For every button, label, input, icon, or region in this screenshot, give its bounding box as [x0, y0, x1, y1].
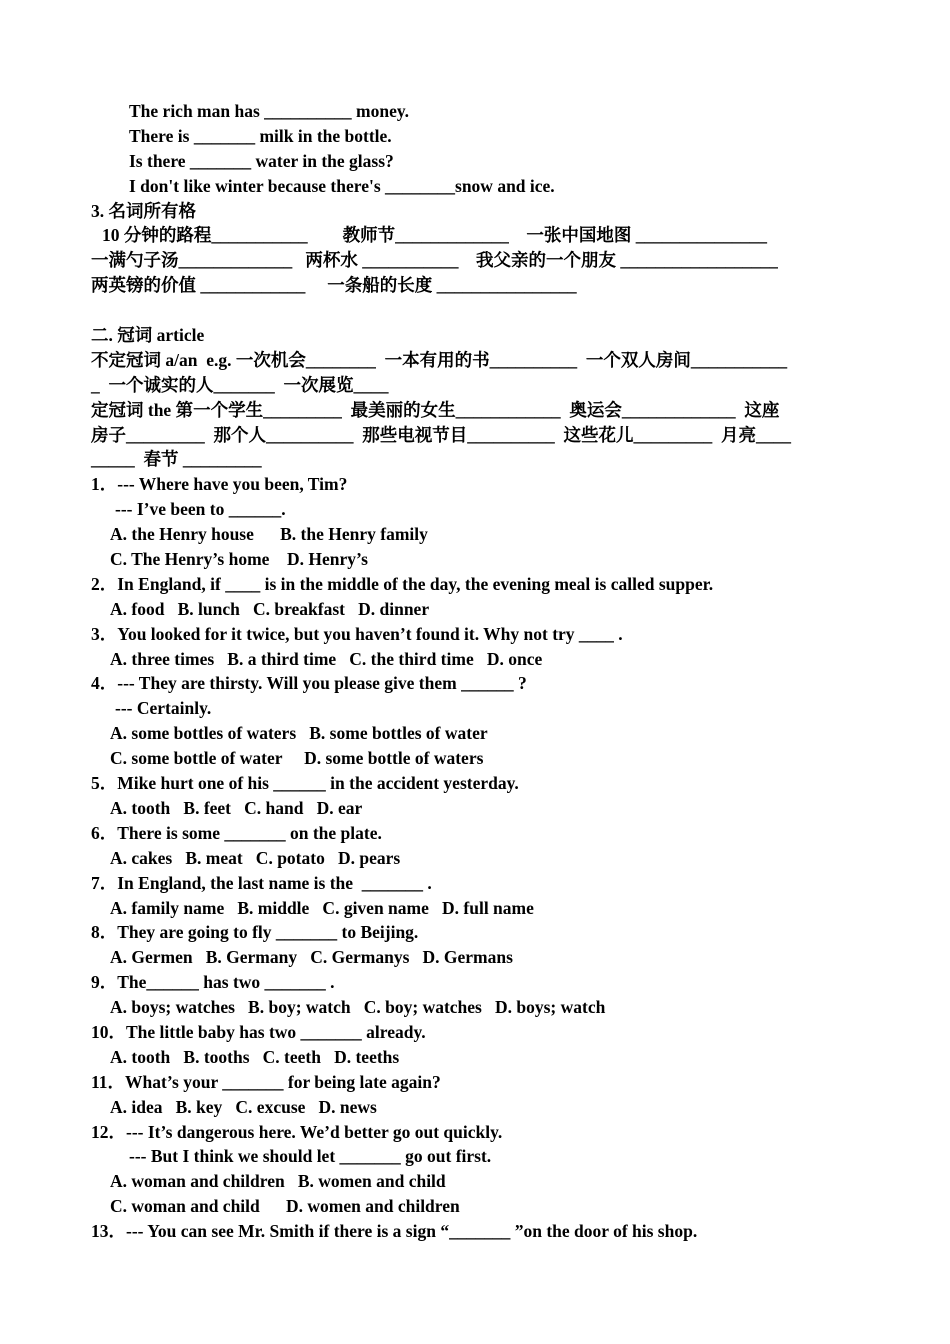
question-12-stem: 12．--- It’s dangerous here. We’d better go out quickly. [91, 1121, 503, 1142]
article-heading: 二. 冠词 article [91, 325, 205, 346]
possessive-line: 一满勺子汤_____________ 两杯水 ___________ 我父亲的一个朋友 __________________ [91, 250, 778, 271]
question-6-stem: 6．There is some _______ on the plate. [91, 822, 382, 843]
question-3-stem: 3．You looked for it twice, but you haven’t found it. Why not try ____ . [91, 623, 623, 644]
question-13-stem: 13．--- You can see Mr. Smith if there is a sign “_______ ”on the door of his shop. [91, 1221, 698, 1242]
question-2-options: A. food B. lunch C. breakfast D. dinner [110, 598, 430, 619]
question-4-options: A. some bottles of waters B. some bottles of water [110, 723, 488, 744]
article-line: _ 一个诚实的人_______ 一次展览____ [91, 374, 389, 395]
example-line: The rich man has __________ money. [129, 101, 410, 121]
question-1-stem: 1．--- Where have you been, Tim? [91, 474, 348, 495]
article-line: _____ 春节 _________ [91, 449, 262, 470]
question-6-options: A. cakes B. meat C. potato D. pears [110, 847, 401, 868]
article-line: 不定冠词 a/an e.g. 一次机会________ 一本有用的书__________ 一个双人房间___________ [91, 349, 788, 370]
question-1-options: A. the Henry house B. the Henry family [110, 524, 428, 545]
question-12-reply: --- But I think we should let _______ go out first. [129, 1146, 492, 1167]
possessive-line: 两英镑的价值 ____________ 一条船的长度 ________________ [91, 275, 577, 296]
question-11-options: A. idea B. key C. excuse D. news [110, 1096, 377, 1117]
example-line: I don't like winter because there's ________snow and ice. [129, 175, 555, 196]
question-9-stem: 9．The______ has two _______ . [91, 972, 335, 993]
question-5-stem: 5．Mike hurt one of his ______ in the accident yesterday. [91, 773, 519, 794]
example-line: There is _______ milk in the bottle. [129, 125, 392, 146]
question-8-options: A. Germen B. Germany C. Germanys D. Germans [110, 947, 513, 968]
worksheet-page [91, 99, 863, 1244]
question-7-options: A. family name B. middle C. given name D. full name [110, 897, 534, 918]
article-line: 房子_________ 那个人__________ 那些电视节目__________ 这些花儿_________ 月亮____ [91, 424, 791, 445]
question-2-stem: 2．In England, if ____ is in the middle of the day, the evening meal is called supper. [91, 573, 714, 594]
question-8-stem: 8．They are going to fly _______ to Beijing. [91, 922, 419, 943]
question-7-stem: 7．In England, the last name is the _______ . [91, 872, 432, 893]
question-4-stem: 4．--- They are thirsty. Will you please give them ______ ? [91, 673, 527, 694]
possessive-heading: 3. 名词所有格 [91, 200, 196, 221]
question-1-options: C. The Henry’s home D. Henry’s [110, 549, 368, 570]
question-1-reply: --- I’ve been to ______. [115, 499, 286, 520]
question-5-options: A. tooth B. feet C. hand D. ear [110, 797, 363, 818]
question-3-options: A. three times B. a third time C. the third time D. once [110, 648, 543, 669]
question-10-options: A. tooth B. tooths C. teeth D. teeths [110, 1046, 400, 1067]
question-11-stem: 11．What’s your _______ for being late again? [91, 1071, 441, 1092]
question-4-reply: --- Certainly. [115, 698, 212, 719]
question-12-options: A. woman and children B. women and child [110, 1171, 446, 1192]
question-10-stem: 10．The little baby has two _______ already. [91, 1021, 426, 1042]
spacer [91, 298, 863, 323]
question-4-options: C. some bottle of water D. some bottle of waters [110, 748, 484, 769]
question-9-options: A. boys; watches B. boy; watch C. boy; watches D. boys; watch [110, 997, 606, 1018]
question-12-options: C. woman and child D. women and children [110, 1196, 460, 1217]
possessive-line: 10 分钟的路程___________ 教师节_____________ 一张中国地图 _______________ [102, 225, 767, 246]
article-line: 定冠词 the 第一个学生_________ 最美丽的女生____________ 奥运会_____________ 这座 [91, 399, 780, 420]
example-line: Is there _______ water in the glass? [129, 150, 394, 171]
